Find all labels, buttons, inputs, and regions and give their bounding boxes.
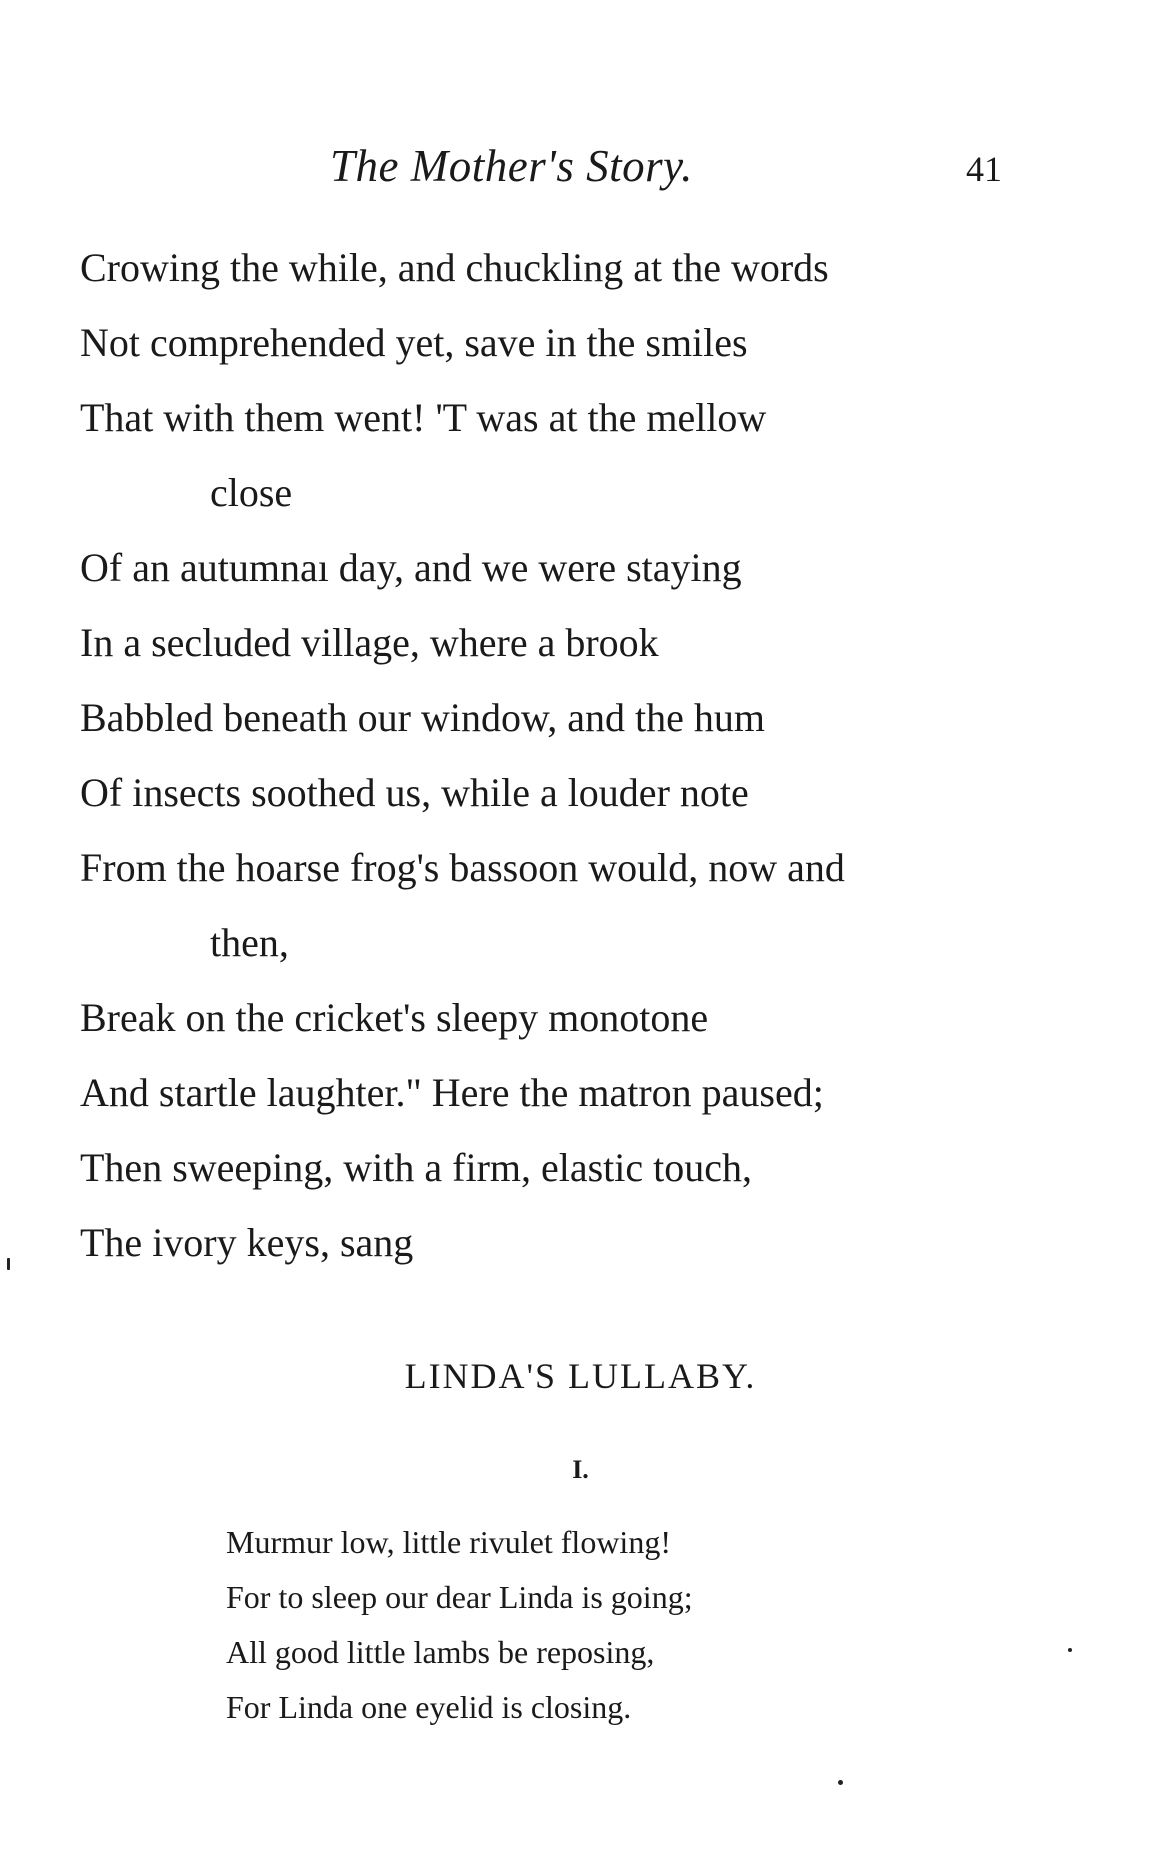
poem-body xyxy=(80,230,1020,1280)
lullaby-line: Murmur low, little rivulet flowing! xyxy=(226,1524,671,1560)
lullaby-stanza xyxy=(226,1515,693,1735)
lullaby-line: For to sleep our dear Linda is going; xyxy=(226,1579,693,1615)
print-speck xyxy=(7,1258,10,1270)
poem-line: In a secluded village, where a brook xyxy=(80,620,659,665)
poem-line: Of an autumnaı day, and we were staying xyxy=(80,545,742,590)
poem-line-continuation: then, xyxy=(210,920,289,965)
poem-line: Not comprehended yet, save in the smiles xyxy=(80,320,748,365)
poem-line: Then sweeping, with a firm, elastic touch, xyxy=(80,1145,753,1190)
poem-line-continuation: close xyxy=(210,470,293,515)
song-title: LINDA'S LULLABY. xyxy=(404,1356,757,1396)
poem-line: That with them went! 'T was at the mellow xyxy=(80,395,767,440)
print-speck xyxy=(838,1780,843,1785)
poem-line: Babbled beneath our window, and the hum xyxy=(80,695,766,740)
poem-line: Of insects soothed us, while a louder note xyxy=(80,770,749,815)
stanza-number: I. xyxy=(572,1455,589,1484)
poem-line: The ivory keys, sang xyxy=(80,1220,414,1265)
print-speck xyxy=(1068,1648,1072,1652)
poem-line: And startle laughter." Here the matron paused; xyxy=(80,1070,824,1115)
running-header xyxy=(0,140,1161,200)
running-title: The Mother's Story. xyxy=(330,141,693,191)
poem-line: Crowing the while, and chuckling at the words xyxy=(80,245,829,290)
poem-line: Break on the cricket's sleepy monotone xyxy=(80,995,709,1040)
lullaby-line: All good little lambs be reposing, xyxy=(226,1634,655,1670)
poem-line: From the hoarse frog's bassoon would, now and xyxy=(80,845,845,890)
page-number: 41 xyxy=(966,149,1002,189)
lullaby-line: For Linda one eyelid is closing. xyxy=(226,1689,632,1725)
